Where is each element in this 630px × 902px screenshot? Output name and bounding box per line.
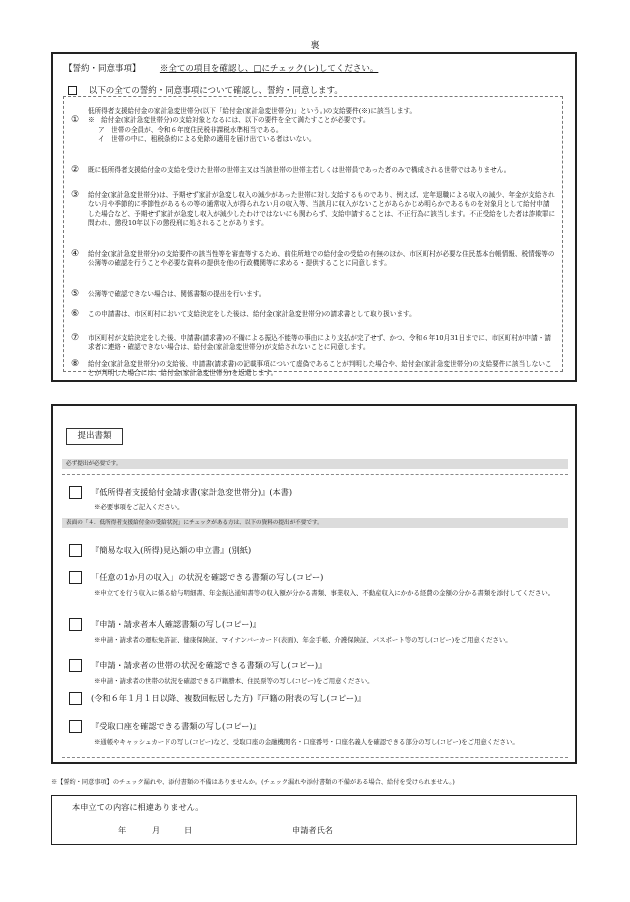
- pledge-item-text: [88, 290, 556, 299]
- pledge-item-number: ①: [70, 115, 80, 125]
- date-year-label: 年: [118, 825, 127, 835]
- pledge-instruction: ※全ての項目を確認し、□にチェック(レ)してください。: [159, 64, 379, 74]
- document-checkbox[interactable]: [69, 720, 82, 733]
- date-day-label: 日: [184, 825, 193, 835]
- document-checkbox[interactable]: [69, 659, 82, 672]
- pledge-header: [64, 62, 378, 74]
- required-doc-note: ※必要事項をご記入ください。: [94, 503, 184, 511]
- document-note: ※申立てを行う収入に係る給与明細書、年金振込通知書等の収入額が分かる書類、事業収入、不動産収入にかかる経費の金額の分かる書類を添付してください。: [94, 589, 555, 597]
- document-checkbox[interactable]: [69, 544, 82, 557]
- footnote: ※【誓約・同意事項】のチェック漏れや、添付書類の不備はありませんか。(チェック漏れや添付書類の不備がある場合、給付を受けられません。): [51, 779, 455, 786]
- document-note: ※申請・請求者の運転免許証、健康保険証、マイナンバーカード(表面)、年金手帳、介護保険証、パスポート等の写し(コピー)をご用意ください。: [94, 636, 512, 644]
- pledge-item-line: ア 世帯の全員が、令和６年度住民税非課税水準相当である。: [98, 125, 283, 134]
- pledge-item-line: 公簿等で確認できない場合は、関係書類の提出を行います。: [88, 290, 266, 298]
- pledge-item-line: イ 世帯の中に、租税条約による免除の適用を届け出ている者はいない。: [98, 135, 316, 144]
- document-label: 『簡易な収入(所得)見込額の申立書』(別紙): [91, 545, 252, 555]
- document-label: 『受取口座を確認できる書類の写し(コピー)』: [91, 721, 261, 731]
- pledge-item-text: [88, 360, 556, 379]
- pledge-item-text: [88, 334, 556, 353]
- pledge-item-text: [88, 107, 556, 145]
- divider: [62, 474, 568, 475]
- pledge-item-number: ⑥: [70, 309, 80, 319]
- pledge-item-line: 既に低所得者支援給付金の支給を受けた世帯の世帯主又は当該世帯の世帯主若しくは世帯員であった者のみで構成される世帯ではありません。: [88, 166, 511, 174]
- pledge-item-line: 低所得者支援給付金の家計急変世帯分(以下「給付金(家計急変世帯分)」という。)の支給要件(※)に該当します。: [88, 107, 417, 115]
- applicant-name-label: 申請者氏名: [292, 825, 333, 835]
- pledge-item-line: ※ 給付金(家計急変世帯分)の支給対象となるには、以下の要件を全て満たすことが必要です。: [88, 116, 370, 125]
- document-label: 『申請・請求者の世帯の状況を確認できる書類の写し(コピー)』: [91, 660, 327, 670]
- document-checkbox[interactable]: [69, 618, 82, 631]
- document-label: 「任意の1か月の収入」の状況を確認できる書類の写し(コピー): [91, 572, 324, 582]
- pledge-item-line: 給付金(家計急変世帯分)の支給要件の該当性等を審査等するため、前住所地での給付金の受給の有無のほか、市区町村が必要な住民基本台帳情報、税情報等の公簿等の確認を行うことや必要な資料の提供を他の行政機関等に求める・提供することに同意します。: [88, 250, 555, 268]
- page-side-label: 裏: [310, 41, 320, 51]
- pledge-item-number: ④: [70, 249, 80, 259]
- pledge-item-number: ②: [70, 165, 80, 175]
- pledge-item-number: ⑧: [70, 359, 80, 369]
- pledge-item-line: 給付金(家計急変世帯分)は、予期せず家計が急変し収入の減少があった世帯に対し支給するものであり、例えば、定年退職による収入の減少、年金が支給されない月や季節的に季節性があるもの等の通常収入が得られない月の収入等、当該月に収入がないことがあらかじめ明らかであるものを対象月として給付申請した場合など、予期せず家計が急変し収入が減少したわけではないにも関わらず、支給申請することは、不正行為に該当します。不正受給をした者は詐欺罪に問われ、懲役10年以下の懲役刑に処されることがあります。: [88, 191, 556, 228]
- pledge-item-line: 市区町村が支給決定をした後、申請書(請求書)の不備による振込不能等の事由により支払が完了せず、かつ、令和６年10月31日までに、市区町村が申請・請求者に連絡・確認できない場合は、給付金(家計急変世帯分)が支給されないことに同意します。: [88, 334, 551, 352]
- pledge-item-number: ③: [70, 190, 80, 200]
- pledge-item-number: ⑤: [70, 289, 80, 299]
- confirm-statement: 本申立ての内容に相違ありません。: [72, 802, 204, 812]
- divider: [62, 757, 568, 758]
- pledge-item-line: この申請書は、市区町村において支給決定をした後は、給付金(家計急変世帯分)の請求書として取り扱います。: [88, 310, 416, 318]
- pledge-item-number: ⑦: [70, 333, 80, 343]
- agree-all-checkbox[interactable]: [68, 86, 77, 95]
- agree-all-label: 以下の全ての誓約・同意事項について確認し、誓約・同意します。: [88, 86, 343, 96]
- document-note: ※通帳やキャッシュカードの写し(コピー)など、受取口座の金融機関名・口座番号・口座名義人を確認できる部分の写し(コピー)をご用意ください。: [94, 738, 519, 746]
- required-doc-label: 『低所得者支援給付金請求書(家計急変世帯分)』(本書): [91, 487, 293, 497]
- pledge-item-text: [88, 310, 556, 319]
- pledge-item-text: [88, 250, 556, 269]
- document-label: (令和６年１月１日以降、複数回転居した方)『戸籍の附表の写し(コピー)』: [91, 693, 366, 703]
- checkbox-required-doc[interactable]: [69, 486, 82, 499]
- date-month-label: 月: [152, 825, 161, 835]
- conditional-band: 表面の「４．低所得者支援給付金の受給状況」にチェックがある方は、以下の資料の提出が不要です。: [62, 518, 568, 528]
- document-checkbox[interactable]: [69, 692, 82, 705]
- pledge-header-label: 【誓約・同意事項】: [64, 64, 141, 74]
- required-band: 必ず提出が必要です。: [62, 459, 568, 469]
- document-checkbox[interactable]: [69, 571, 82, 584]
- agree-all-row[interactable]: [68, 84, 343, 96]
- pledge-item-text: [88, 166, 556, 175]
- pledge-item-line: 給付金(家計急変世帯分)の支給後、申請書(請求書)の記載事項について虚偽であることが判明した場合や、給付金(家計急変世帯分)の支給要件に該当しないことが判明した場合には、給付金(家計急変世帯分)を返還します。: [88, 360, 552, 378]
- pledge-item-text: [88, 191, 556, 229]
- document-label: 『申請・請求者本人確認書類の写し(コピー)』: [91, 619, 261, 629]
- documents-title: 提出書類: [66, 428, 123, 445]
- documents-section: [51, 404, 577, 764]
- document-note: ※申請・請求者の世帯の状況を確認できる戸籍謄本、住民票等の写し(コピー)をご用意ください。: [94, 677, 374, 685]
